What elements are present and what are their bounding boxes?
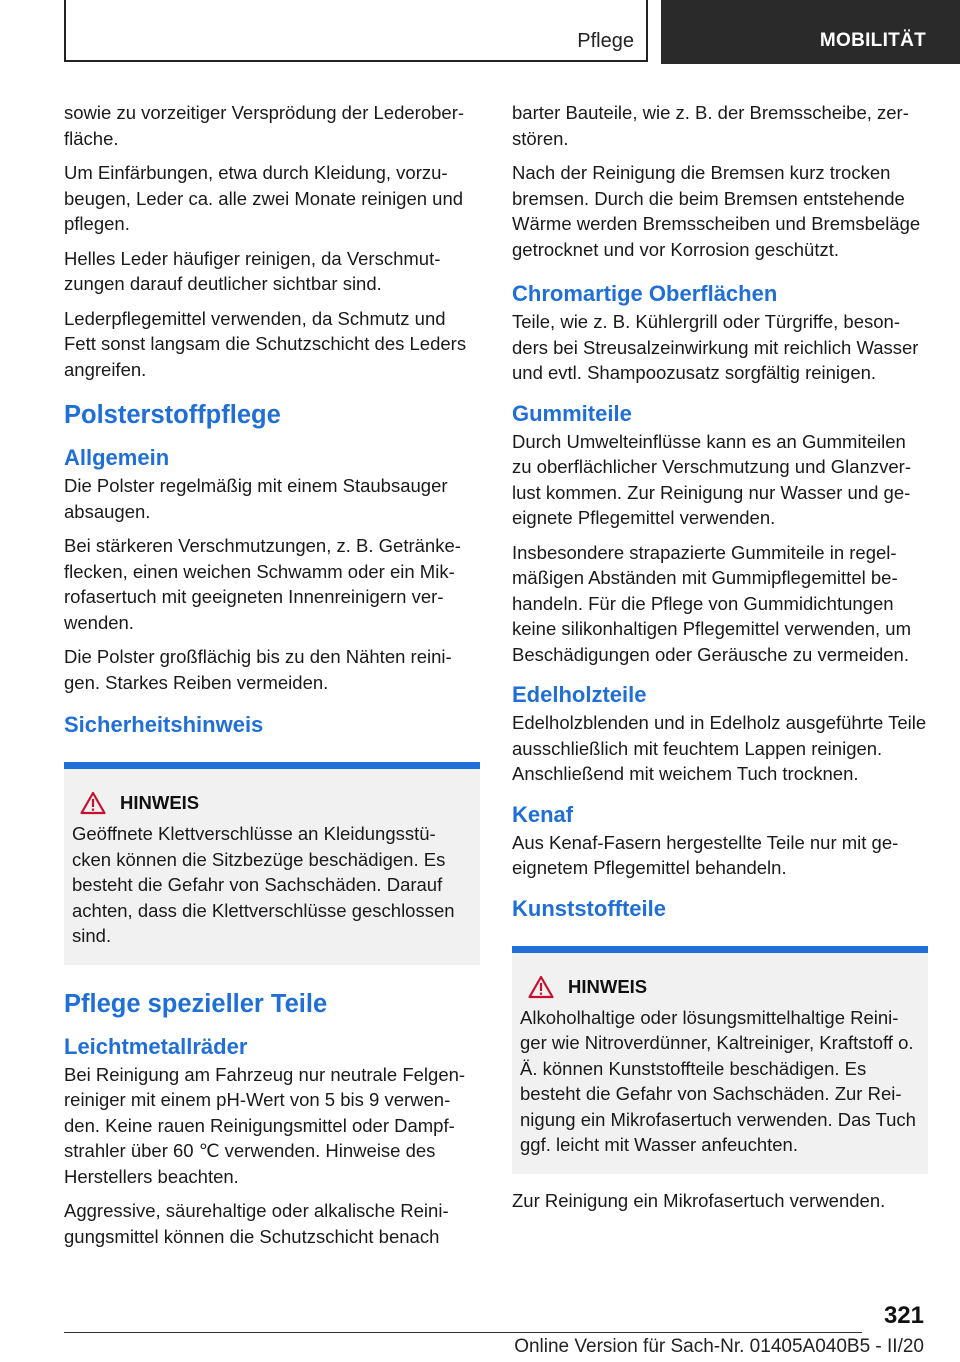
footer-online-version: Online Version für Sach-Nr. 01405A040B5 - II/20 xyxy=(514,1336,924,1357)
paragraph: Bei Reinigung am Fahrzeug nur neutrale Felgenreiniger mit einem pH-Wert von 5 bis 9 verwenden. Keine rauen Reinigungsmittel oder Dampfstrahler über 60 ℃ verwenden. Hinweise des Herstellers beachten. xyxy=(64,1063,466,1187)
paragraph: barter Bauteile, wie z. B. der Bremsscheibe, zerstören. xyxy=(512,102,909,149)
header-section-tab xyxy=(64,0,648,62)
notice-header xyxy=(520,975,916,999)
heading-leichtmetallraeder: Leichtmetallräder xyxy=(64,1033,248,1059)
heading-pflege-spezieller-teile: Pflege spezieller Teile xyxy=(64,989,328,1018)
notice-title: HINWEIS xyxy=(120,792,200,813)
paragraph: Aus Kenaf-Fasern hergestellte Teile nur mit geeignetem Pflegemittel behandeln. xyxy=(512,831,899,878)
left-column xyxy=(64,100,480,1258)
paragraph: Edelholzblenden und in Edelholz ausgeführte Teile ausschließlich mit feuchtem Lappen reinigen. Anschließend mit weichem Tuch trocknen. xyxy=(512,712,927,784)
warning-triangle-icon xyxy=(528,975,554,999)
paragraph: Um Einfärbungen, etwa durch Kleidung, vorzubeugen, Leder ca. alle zwei Monate reinigen und pflegen. xyxy=(64,162,464,234)
heading-kunststoffteile: Kunststoffteile xyxy=(512,895,666,921)
header-section-title: Pflege xyxy=(577,30,634,52)
heading-allgemein: Allgemein xyxy=(64,445,170,470)
paragraph: Lederpflegemittel verwenden, da Schmutz und Fett sonst langsam die Schutzschicht des Leders angreifen. xyxy=(64,307,467,380)
notice-text: Geöffnete Klettverschlüsse an Kleidungsstücken können die Sitzbezüge beschädigen. Es besteht die Gefahr von Sachschäden. Darauf achten, dass die Klettverschlüsse geschlossen sind. xyxy=(72,823,455,946)
right-column xyxy=(512,100,928,1222)
page-number: 321 xyxy=(883,1302,924,1329)
heading-polsterstoffpflege: Polsterstoffpflege xyxy=(64,401,281,429)
heading-edelholzteile: Edelholzteile xyxy=(512,682,647,707)
warning-triangle-icon xyxy=(80,791,106,815)
notice-title: HINWEIS xyxy=(568,975,648,997)
header-chapter-tab xyxy=(661,0,960,64)
header-chapter-title: MOBILITÄT xyxy=(819,30,926,51)
heading-chromartige-oberflaechen: Chromartige Oberflächen xyxy=(512,281,778,306)
heading-kenaf: Kenaf xyxy=(512,801,574,827)
paragraph: Nach der Reinigung die Bremsen kurz trocken bremsen. Durch die beim Bremsen entstehende Wärme werden Bremsscheiben und Bremsbeläge getrocknet und vor Korrosion geschützt. xyxy=(512,162,921,260)
paragraph: Insbesondere strapazierte Gummiteile in regelmäßigen Abständen mit Gummipflegemittel behandeln. Für die Pflege von Gummidichtungen keine silikonhaltigen Pflegemittel verwenden, um Beschädigungen oder Geräusche zu vermeiden. xyxy=(512,541,911,665)
paragraph: Aggressive, säurehaltige oder alkalische Reinigungsmittel können die Schutzschicht benach xyxy=(64,1200,449,1247)
paragraph: Bei stärkeren Verschmutzungen, z. B. Getränkeflecken, einen weichen Schwamm oder ein Mikrofasertuch mit geeigneten Innenreinigern verwenden. xyxy=(64,535,461,633)
footer-divider xyxy=(64,1332,862,1333)
notice-text: Alkoholhaltige oder lösungsmittelhaltige Reiniger wie Nitroverdünner, Kaltreiniger, Kraftstoff o. Ä. können Kunststoffteile beschädigen. Es besteht die Gefahr von Sachschäden. Zur Reinigung ein Mikrofasertuch verwenden. Das Tuch ggf. leicht mit Wasser anfeuchten. xyxy=(520,1006,916,1155)
paragraph: Die Polster regelmäßig mit einem Staubsauger absaugen. xyxy=(64,475,448,522)
paragraph: Die Polster großflächig bis zu den Nähten reinigen. Starkes Reiben vermeiden. xyxy=(64,646,452,693)
paragraph: Helles Leder häufiger reinigen, da Verschmutzungen darauf deutlicher sichtbar sind. xyxy=(64,247,441,294)
heading-gummiteile: Gummiteile xyxy=(512,400,632,426)
paragraph: sowie zu vorzeitiger Versprödung der Lederoberfläche. xyxy=(64,102,465,149)
paragraph: Durch Umwelteinflüsse kann es an Gummiteilen zu oberflächlicher Verschmutzung und Glanzverlust kommen. Zur Reinigung nur Wasser und geeignete Pflegemittel verwenden. xyxy=(512,430,911,528)
notice-header xyxy=(72,791,468,815)
notice-box xyxy=(512,946,928,1174)
notice-box xyxy=(64,762,480,965)
paragraph: Teile, wie z. B. Kühlergrill oder Türgriffe, besonders bei Streusalzeinwirkung mit reichlich Wasser und evtl. Shampoozusatz sorgfältig reinigen. xyxy=(512,311,919,383)
paragraph: Zur Reinigung ein Mikrofasertuch verwenden. xyxy=(512,1189,886,1211)
heading-sicherheitshinweis: Sicherheitshinweis xyxy=(64,712,264,737)
